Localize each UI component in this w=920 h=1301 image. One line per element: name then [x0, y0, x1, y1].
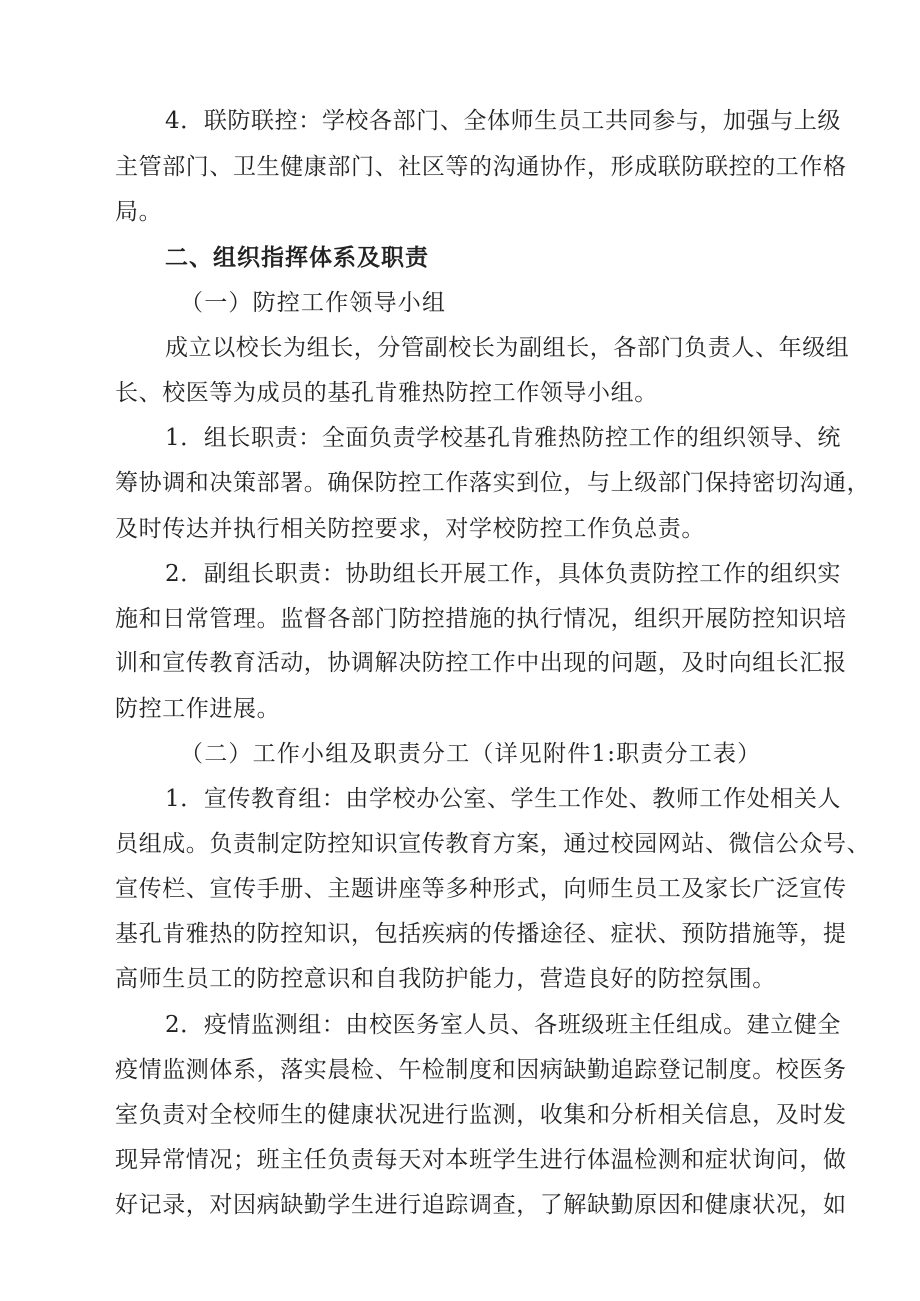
paragraph-publicity-group-line-3: 宣传栏、宣传手册、主题讲座等多种形式，向师生员工及家长广泛宣传	[115, 876, 847, 902]
paragraph-joint-control-line-1: 4．联防联控：学校各部门、全体师生员工共同参与，加强与上级	[165, 108, 842, 134]
section-heading-organization: 二、组织指挥体系及职责	[165, 245, 429, 271]
paragraph-monitoring-group-line-2: 疫情监测体系，落实晨检、午检制度和因病缺勤追踪登记制度。校医务	[115, 1057, 847, 1083]
paragraph-publicity-group-line-2: 员组成。负责制定防控知识宣传教育方案，通过校园网站、微信公众号、	[115, 831, 871, 857]
paragraph-leader-duty-line-3: 及时传达并执行相关防控要求，对学校防控工作负总责。	[115, 516, 705, 542]
paragraph-publicity-group-line-4: 基孔肯雅热的防控知识，包括疾病的传播途径、症状、预防措施等，提	[115, 921, 847, 947]
paragraph-publicity-group-line-1: 1．宣传教育组：由学校办公室、学生工作处、教师工作处相关人	[165, 786, 842, 812]
paragraph-deputy-duty-line-4: 防控工作进展。	[115, 696, 281, 722]
subheading-work-groups: （二）工作小组及职责分工（详见附件1:职责分工表）	[180, 741, 762, 767]
paragraph-leading-group-line-2: 长、校医等为成员的基孔肯雅热防控工作领导小组。	[115, 380, 658, 406]
paragraph-deputy-duty-line-2: 施和日常管理。监督各部门防控措施的执行情况，组织开展防控知识培	[115, 606, 847, 632]
paragraph-deputy-duty-line-3: 训和宣传教育活动，协调解决防控工作中出现的问题，及时向组长汇报	[115, 650, 847, 676]
paragraph-publicity-group-line-5: 高师生员工的防控意识和自我防护能力，营造良好的防控氛围。	[115, 966, 776, 992]
paragraph-monitoring-group-line-1: 2．疫情监测组：由校医务室人员、各班级班主任组成。建立健全	[165, 1012, 842, 1038]
paragraph-joint-control-line-2: 主管部门、卫生健康部门、社区等的沟通协作，形成联防联控的工作格	[115, 154, 847, 180]
paragraph-monitoring-group-line-4: 现异常情况；班主任负责每天对本班学生进行体温检测和症状询问，做	[115, 1147, 847, 1173]
paragraph-leading-group-line-1: 成立以校长为组长，分管副校长为副组长，各部门负责人、年级组	[165, 335, 850, 361]
paragraph-monitoring-group-line-5: 好记录，对因病缺勤学生进行追踪调查，了解缺勤原因和健康状况，如	[115, 1192, 847, 1218]
paragraph-deputy-duty-line-1: 2．副组长职责：协助组长开展工作，具体负责防控工作的组织实	[165, 561, 842, 587]
paragraph-leader-duty-line-1: 1．组长职责：全面负责学校基孔肯雅热防控工作的组织领导、统	[165, 425, 842, 451]
paragraph-leader-duty-line-2: 筹协调和决策部署。确保防控工作落实到位，与上级部门保持密切沟通，	[115, 470, 871, 496]
paragraph-monitoring-group-line-3: 室负责对全校师生的健康状况进行监测，收集和分析相关信息，及时发	[115, 1102, 847, 1128]
subheading-leading-group: （一）防控工作领导小组	[180, 290, 447, 316]
paragraph-joint-control-line-3: 局。	[115, 199, 163, 225]
